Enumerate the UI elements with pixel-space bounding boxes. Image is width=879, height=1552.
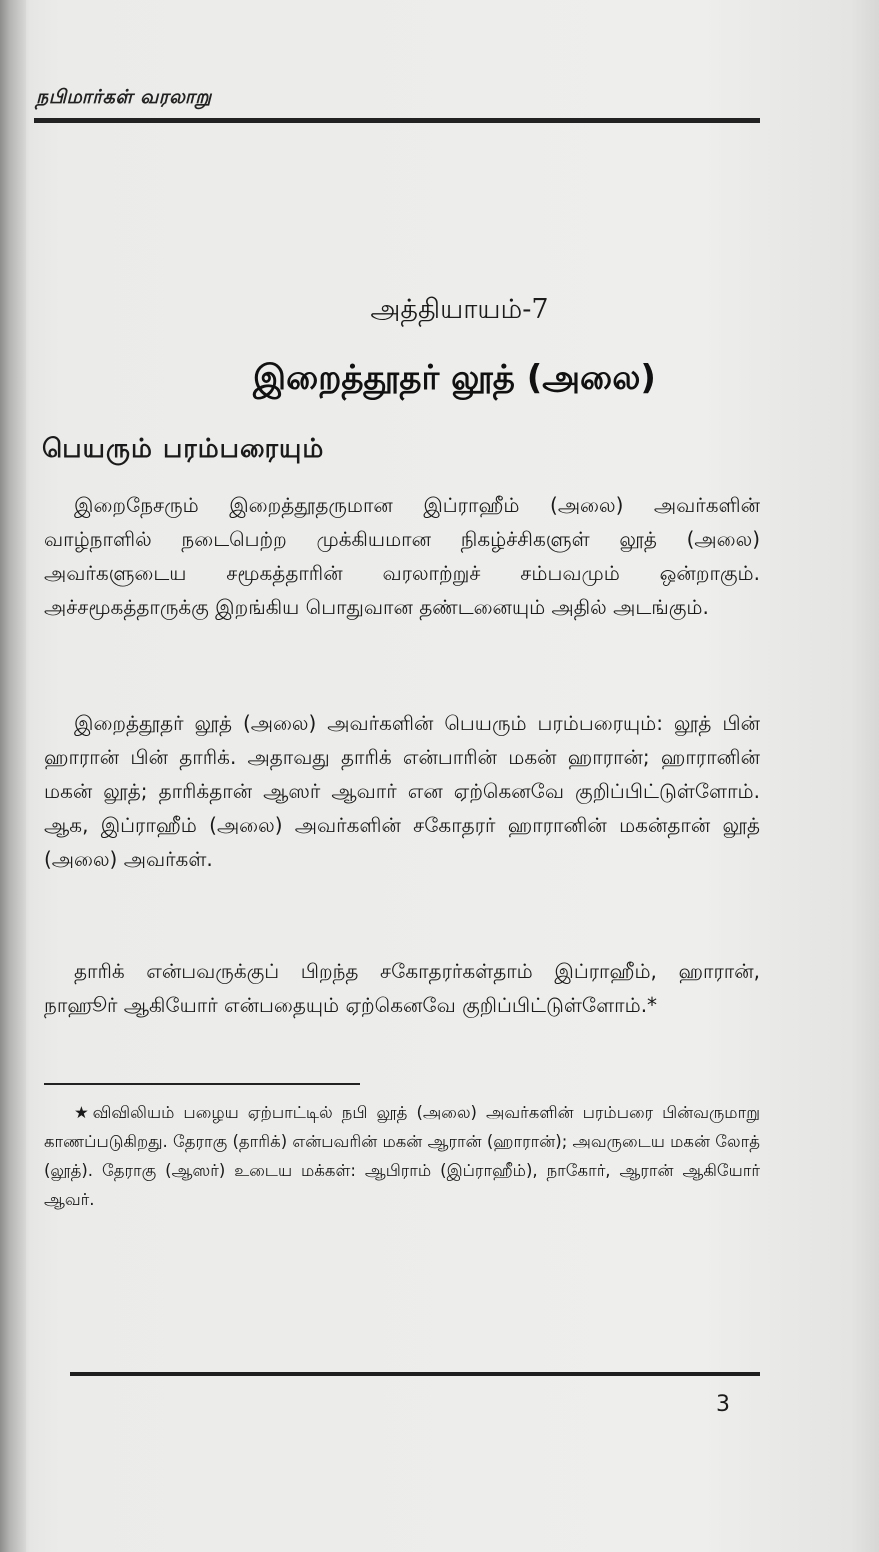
- paragraph-text: இறைத்தூதர் லூத் (அலை) அவர்களின் பெயரும் பரம்பரையும்: லூத் பின் ஹாரான் பின் தாரிக். அதாவது தாரிக் என்பாரின் மகன் ஹாரான்; ஹாரானின் மகன் லூத்; தாரிக்தான் ஆஸர் ஆவார் என ஏற்கெனவே குறிப்பிட்டுள்ளோம். ஆக, இப்ராஹீம் (அலை) அவர்களின் சகோதரர் ஹாரானின் மகன்தான் லூத் (அலை) அவர்கள்.: [44, 711, 760, 871]
- page-number: 3: [716, 1392, 730, 1417]
- section-heading: பெயரும் பரம்பரையும்: [42, 434, 325, 464]
- paragraph-1: [44, 488, 760, 624]
- chapter-title: இறைத்தூதர் லூத் (அலை): [253, 358, 656, 398]
- running-header-title: நபிமார்கள் வரலாறு: [36, 86, 212, 108]
- paragraph-3: [44, 954, 760, 1022]
- book-spine-shadow: [0, 0, 26, 1552]
- paragraph-text: தாரிக் என்பவருக்குப் பிறந்த சகோதரர்கள்தாம் இப்ராஹீம், ஹாரான், நாஹூர் ஆகியோர் என்பதையும் ஏற்கெனவே குறிப்பிட்டுள்ளோம்.*: [44, 959, 760, 1017]
- header-rule: [34, 118, 760, 123]
- footnote-rule: [44, 1083, 360, 1085]
- paragraph-2: [44, 706, 760, 876]
- footnote: ★விவிலியம் பழைய ஏற்பாட்டில் நபி லூத் (அலை) அவர்களின் பரம்பரை பின்வருமாறு காணப்படுகிறது. தேராகு (தாரிக்) என்பவரின் மகன் ஆரான் (ஹாரான்); அவருடைய மகன் லோத் (லூத்). தேராகு (ஆஸர்) உடைய மக்கள்: ஆபிராம் (இப்ராஹீம்), நாகோர், ஆரான் ஆகியோர் ஆவர்.: [44, 1103, 760, 1209]
- chapter-number: அத்தியாயம்-7: [370, 294, 549, 325]
- paragraph-text: இறைநேசரும் இறைத்தூதருமான இப்ராஹீம் (அலை) அவர்களின் வாழ்நாளில் நடைபெற்ற முக்கியமான நிகழ்ச்சிகளுள் லூத் (அலை) அவர்களுடைய சமூகத்தாரின் வரலாற்றுச் சம்பவமும் ஒன்றாகும். அச்சமூகத்தாருக்கு இறங்கிய பொதுவான தண்டனையும் அதில் அடங்கும்.: [44, 493, 760, 619]
- footer-rule: [70, 1372, 760, 1376]
